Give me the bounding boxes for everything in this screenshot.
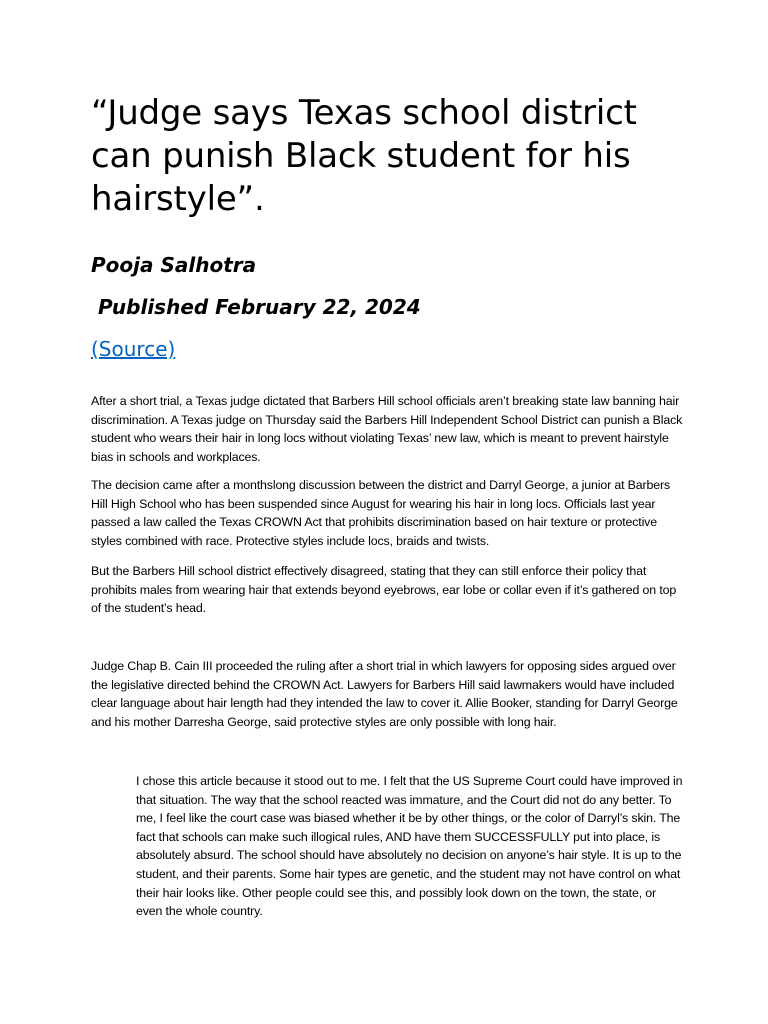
summary-paragraph-1: After a short trial, a Texas judge dictated that Barbers Hill school officials aren’t breaking state law banning hair discrimination. A Texas judge on Thursday said the Barbers Hill Independent School District can punish a Black student who wears their hair in long locs without violating Texas’ new law, which is meant to prevent hairstyle bias in schools and workplaces. xyxy=(91,394,683,464)
source-link[interactable]: (Source) xyxy=(91,337,176,361)
summary-paragraph-2: The decision came after a monthslong discussion between the district and Darryl George, a junior at Barbers Hill High School who has been suspended since August for wearing his hair in long locs. Officials last year passed a law called the Texas CROWN Act that prohibits discrimination based on hair texture or protective styles combined with race. Protective styles include locs, braids and twists. xyxy=(91,478,671,548)
publish-date: Published February 22, 2024 xyxy=(91,295,421,319)
reflection-paragraph: I chose this article because it stood out to me. I felt that the US Supreme Court could have improved in that situation. The way that the school reacted was immature, and the Court did not do any better. To me, I feel like the court case was biased whether it be by other things, or the color of Darryl’s skin. The fact that schools can make such illogical rules, AND have them SUCCESSFULLY put into place, is absolutely absurd. The school should have absolutely no decision on anyone’s hair style. It is up to the student, and their parents. Some hair types are genetic, and the student may not have control on what their hair looks like. Other people could see this, and possibly look down on the town, the state, or even the whole country. xyxy=(136,774,683,919)
summary-paragraph-4: Judge Chap B. Cain III proceeded the ruling after a short trial in which lawyers for opposing sides argued over the legislative directed behind the CROWN Act. Lawyers for Barbers Hill said lawmakers would have included clear language about hair length had they intended the law to cover it. Allie Booker, standing for Darryl George and his mother Darresha George, said protective styles are only possible with long hair. xyxy=(91,659,678,729)
article-author: Pooja Salhotra xyxy=(91,253,257,277)
summary-paragraph-3: But the Barbers Hill school district effectively disagreed, stating that they can still enforce their policy that prohibits males from wearing hair that extends beyond eyebrows, ear lobe or collar even if it’s gathered on top of the student’s head. xyxy=(91,564,677,616)
article-title: “Judge says Texas school district can punish Black student for his hairstyle”. xyxy=(91,93,637,219)
